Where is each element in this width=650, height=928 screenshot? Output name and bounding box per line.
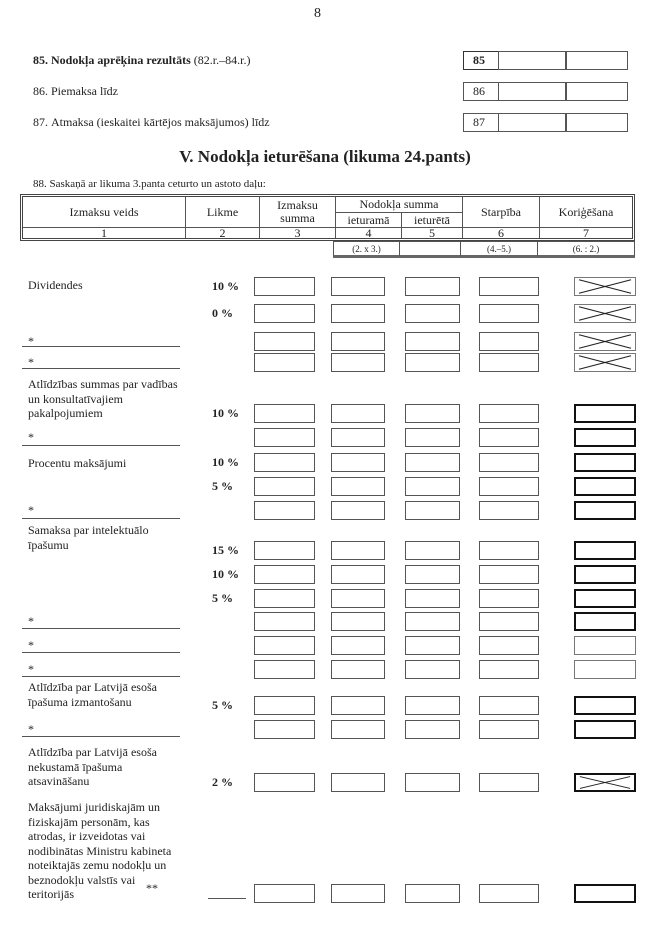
formula-col4: (2. x 3.) (334, 242, 400, 256)
custom-entry-label: * (28, 430, 34, 444)
header-ieturetа: ieturētā (402, 213, 463, 228)
payment-amount-field[interactable] (254, 773, 315, 792)
correction-field[interactable] (574, 612, 636, 631)
difference-field[interactable] (479, 404, 539, 423)
tax-withheld-field[interactable] (405, 541, 460, 560)
header-ieturama: ieturamā (336, 213, 402, 228)
tax-to-withhold-field[interactable] (331, 612, 385, 631)
row-87-value-field-2[interactable] (566, 113, 628, 132)
entry-line[interactable] (22, 628, 180, 629)
row-code-86: 86 (463, 82, 499, 101)
cross-icon (575, 333, 635, 350)
summary-row-label-85 (33, 53, 250, 68)
column-number-4: 4 (336, 228, 402, 238)
difference-field[interactable] (479, 636, 539, 655)
correction-field[interactable] (574, 501, 636, 520)
tax-withheld-field[interactable] (405, 636, 460, 655)
row-86-value-field-2[interactable] (566, 82, 628, 101)
correction-field[interactable] (574, 404, 636, 423)
tax-to-withhold-field[interactable] (331, 304, 385, 323)
payment-amount-field[interactable] (254, 884, 315, 903)
cross-icon (575, 278, 635, 295)
difference-field[interactable] (479, 353, 539, 372)
rate-label: 10 % (212, 455, 239, 469)
tax-to-withhold-field[interactable] (331, 696, 385, 715)
tax-withheld-field[interactable] (405, 353, 460, 372)
rate-label: 5 % (212, 591, 233, 605)
correction-field[interactable] (574, 477, 636, 496)
row-number: 85. (33, 53, 48, 67)
payment-amount-field[interactable] (254, 428, 315, 447)
tax-withheld-field[interactable] (405, 589, 460, 608)
rate-label: 15 % (212, 543, 239, 557)
entry-line[interactable] (22, 346, 180, 347)
difference-field[interactable] (479, 589, 539, 608)
row-title: Atmaksa (ieskaitei kārtējos maksājumos) līdz (51, 115, 270, 129)
rate-label: 5 % (212, 479, 233, 493)
difference-field[interactable] (479, 541, 539, 560)
correction-field-disabled (574, 304, 636, 323)
summary-row-label-86 (33, 84, 121, 99)
payment-type-label: Atlīdzība par Latvijā esoša nekustamā īpašuma atsavināšanu (28, 745, 157, 788)
payment-amount-field[interactable] (254, 277, 315, 296)
entry-line[interactable] (22, 445, 180, 446)
tax-withheld-field[interactable] (405, 720, 460, 739)
tax-to-withhold-field[interactable] (331, 660, 385, 679)
tax-to-withhold-field[interactable] (331, 541, 385, 560)
entry-line[interactable] (22, 368, 180, 369)
row-note: (82.r.–84.r.) (193, 53, 251, 67)
tax-withheld-field[interactable] (405, 428, 460, 447)
entry-line[interactable] (22, 676, 180, 677)
correction-field-disabled (574, 332, 636, 351)
cross-icon (575, 354, 635, 371)
intro-text: 88. Saskaņā ar likuma 3.panta ceturto un astoto daļu: (33, 178, 266, 190)
payment-type-label: ** (146, 881, 158, 895)
row-code-87: 87 (463, 113, 499, 132)
payment-amount-field[interactable] (254, 660, 315, 679)
tax-to-withhold-field[interactable] (331, 477, 385, 496)
tax-withheld-field[interactable] (405, 277, 460, 296)
tax-to-withhold-field[interactable] (331, 277, 385, 296)
entry-line[interactable] (22, 518, 180, 519)
tax-withheld-field[interactable] (405, 304, 460, 323)
tax-withheld-field[interactable] (405, 565, 460, 584)
row-86-value-field-1[interactable] (498, 82, 566, 101)
difference-field[interactable] (479, 428, 539, 447)
payment-type-label: Maksājumi juridiskajām un fiziskajām personām, kas atrodas, ir izveidotas vai nodibinātas Ministru kabineta noteiktajās zemu nodokļu un beznodokļu valstīs vai teritorijās (28, 800, 172, 901)
correction-field[interactable] (574, 589, 636, 608)
payment-amount-field[interactable] (254, 720, 315, 739)
formula-col5 (400, 242, 461, 256)
table-header (20, 194, 635, 241)
tax-to-withhold-field[interactable] (331, 565, 385, 584)
difference-field[interactable] (479, 720, 539, 739)
row-code-85: 85 (463, 51, 499, 70)
tax-to-withhold-field[interactable] (331, 453, 385, 472)
payment-type-label: Procentu maksājumi (28, 456, 127, 470)
header-koriģesana: Koriģēšana (540, 197, 632, 228)
rate-entry-line[interactable] (208, 898, 246, 899)
entry-line[interactable] (22, 652, 180, 653)
tax-withheld-field[interactable] (405, 660, 460, 679)
row-number: 87. (33, 115, 48, 129)
header-nodokla-summa: Nodokļa summa (336, 197, 463, 213)
rate-label: 5 % (212, 698, 233, 712)
tax-to-withhold-field[interactable] (331, 636, 385, 655)
tax-withheld-field[interactable] (405, 453, 460, 472)
rate-label: 0 % (212, 306, 233, 320)
entry-line[interactable] (22, 736, 180, 737)
tax-to-withhold-field[interactable] (331, 404, 385, 423)
custom-entry-label: * (28, 722, 34, 736)
header-izmaksu-veids: Izmaksu veids (23, 197, 186, 228)
payment-amount-field[interactable] (254, 541, 315, 560)
payment-amount-field[interactable] (254, 332, 315, 351)
row-85-value-field-1[interactable] (498, 51, 566, 70)
custom-entry-label: * (28, 638, 34, 652)
custom-entry-label: * (28, 503, 34, 517)
payment-type-label: Atlīdzības summas par vadības un konsultatīvajiem pakalpojumiem (28, 377, 178, 420)
tax-withheld-field[interactable] (405, 773, 460, 792)
rate-label: 10 % (212, 279, 239, 293)
formula-col6: (4.–5.) (461, 242, 538, 256)
cross-icon (576, 775, 634, 790)
row-number: 86. (33, 84, 48, 98)
header-izmaksu-summa: Izmaksu summa (260, 197, 336, 228)
header-likme: Likme (186, 197, 260, 228)
tax-withheld-field[interactable] (405, 884, 460, 903)
custom-entry-label: * (28, 334, 34, 348)
tax-withheld-field[interactable] (405, 404, 460, 423)
tax-to-withhold-field[interactable] (331, 884, 385, 903)
difference-field[interactable] (479, 304, 539, 323)
column-number-3: 3 (260, 228, 336, 238)
difference-field[interactable] (479, 565, 539, 584)
custom-entry-label: * (28, 614, 34, 628)
cross-icon (575, 305, 635, 322)
column-number-1: 1 (23, 228, 186, 238)
summary-row-label-87 (33, 115, 273, 130)
payment-amount-field[interactable] (254, 696, 315, 715)
tax-withheld-field[interactable] (405, 477, 460, 496)
column-number-6: 6 (463, 228, 540, 238)
difference-field[interactable] (479, 773, 539, 792)
tax-to-withhold-field[interactable] (331, 589, 385, 608)
correction-field[interactable] (574, 884, 636, 903)
correction-field[interactable] (574, 453, 636, 472)
correction-field[interactable] (574, 720, 636, 739)
correction-field[interactable] (574, 660, 636, 679)
tax-withheld-field[interactable] (405, 696, 460, 715)
row-85-value-field-2[interactable] (566, 51, 628, 70)
page-number: 8 (314, 6, 321, 21)
row-title: Nodokļa aprēķina rezultāts (51, 53, 191, 67)
payment-amount-field[interactable] (254, 304, 315, 323)
payment-amount-field[interactable] (254, 589, 315, 608)
custom-entry-label: * (28, 662, 34, 676)
correction-field[interactable] (574, 428, 636, 447)
tax-to-withhold-field[interactable] (331, 332, 385, 351)
tax-to-withhold-field[interactable] (331, 428, 385, 447)
payment-type-label: Dividendes (28, 278, 83, 292)
payment-type-label: Atlīdzība par Latvijā esoša īpašuma izmantošanu (28, 680, 157, 709)
column-number-7: 7 (583, 225, 589, 240)
payment-amount-field[interactable] (254, 565, 315, 584)
correction-field-disabled (574, 353, 636, 372)
payment-amount-field[interactable] (254, 453, 315, 472)
payment-amount-field[interactable] (254, 477, 315, 496)
tax-withheld-field[interactable] (405, 332, 460, 351)
rate-label: 10 % (212, 406, 239, 420)
rate-label: 2 % (212, 775, 233, 789)
payment-amount-field[interactable] (254, 404, 315, 423)
row-87-value-field-1[interactable] (498, 113, 566, 132)
correction-field[interactable] (574, 696, 636, 715)
tax-withheld-field[interactable] (405, 501, 460, 520)
difference-field[interactable] (479, 477, 539, 496)
section-title: V. Nodokļa ieturēšana (likuma 24.pants) (179, 147, 471, 166)
rate-label: 10 % (212, 567, 239, 581)
header-starpiba: Starpība (463, 197, 540, 228)
difference-field[interactable] (479, 277, 539, 296)
column-number-2: 2 (186, 228, 260, 238)
difference-field[interactable] (479, 884, 539, 903)
column-number-5: 5 (402, 228, 463, 238)
difference-field[interactable] (479, 453, 539, 472)
payment-type-label: Samaksa par intelektuālo īpašumu (28, 523, 149, 552)
payment-amount-field[interactable] (254, 636, 315, 655)
tax-to-withhold-field[interactable] (331, 353, 385, 372)
correction-field-disabled (574, 773, 636, 792)
difference-field[interactable] (479, 660, 539, 679)
tax-to-withhold-field[interactable] (331, 720, 385, 739)
difference-field[interactable] (479, 612, 539, 631)
difference-field[interactable] (479, 696, 539, 715)
correction-field[interactable] (574, 636, 636, 655)
payment-amount-field[interactable] (254, 353, 315, 372)
correction-field[interactable] (574, 541, 636, 560)
correction-field[interactable] (574, 565, 636, 584)
difference-field[interactable] (479, 332, 539, 351)
row-title: Piemaksa līdz (51, 84, 118, 98)
tax-to-withhold-field[interactable] (331, 773, 385, 792)
payment-amount-field[interactable] (254, 612, 315, 631)
custom-entry-label: * (28, 355, 34, 369)
tax-withheld-field[interactable] (405, 612, 460, 631)
payment-amount-field[interactable] (254, 501, 315, 520)
formula-row (333, 241, 635, 258)
tax-to-withhold-field[interactable] (331, 501, 385, 520)
difference-field[interactable] (479, 501, 539, 520)
formula-col7: (6. : 2.) (572, 243, 600, 254)
correction-field-disabled (574, 277, 636, 296)
